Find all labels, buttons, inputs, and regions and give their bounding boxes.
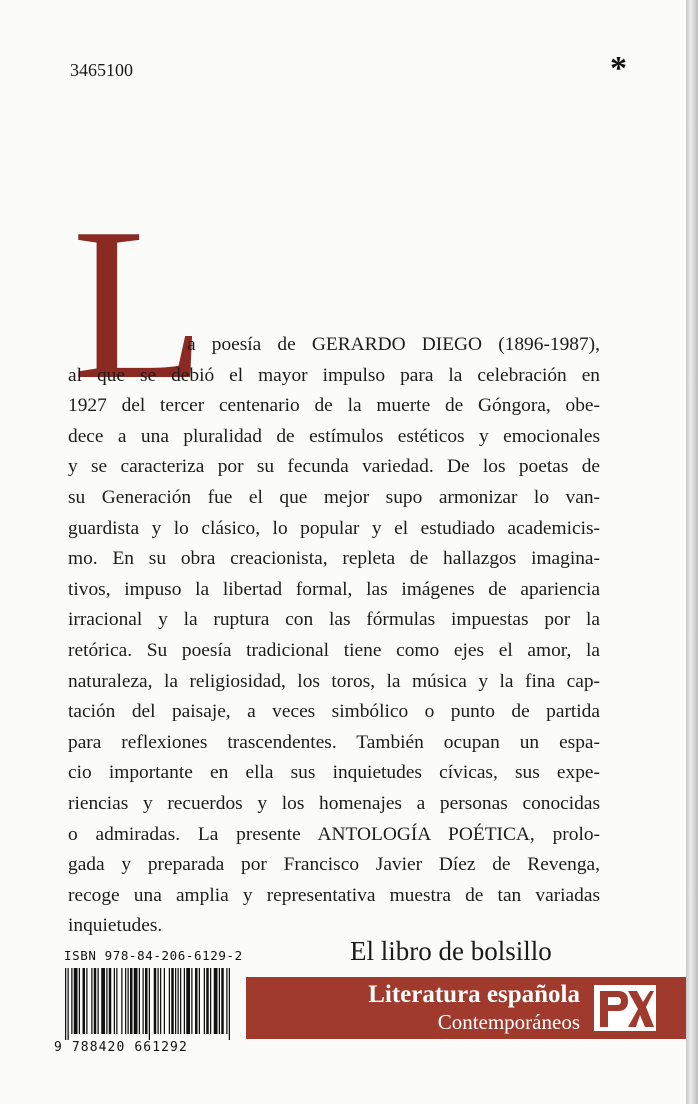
catalog-code: 3465100 <box>70 60 133 80</box>
barcode-bars <box>64 968 232 1040</box>
barcode-bar <box>171 968 174 1034</box>
barcode-bar <box>65 968 66 1040</box>
drop-cap: L <box>72 184 206 425</box>
barcode-bar <box>149 968 150 1040</box>
barcode-bar <box>114 968 115 1034</box>
page-edge <box>686 0 698 1104</box>
barcode-bar <box>94 968 97 1034</box>
barcode-bar <box>91 968 92 1034</box>
collection-title: Literatura española <box>368 981 580 1008</box>
barcode-bar <box>158 968 159 1034</box>
barcode-bar <box>204 968 205 1034</box>
blurb-line: al que se debió el mayor impulso para la celebración en <box>68 364 600 386</box>
barcode-bar <box>169 968 170 1034</box>
barcode-bar <box>219 968 220 1034</box>
barcode-bar <box>184 968 185 1034</box>
barcode-bar <box>101 968 105 1034</box>
barcode-bar <box>164 968 165 1034</box>
barcode-bar <box>221 968 224 1034</box>
blurb-line: su Generación fue el que mejor supo armonizar lo van- <box>68 486 600 508</box>
barcode-bar <box>160 968 161 1034</box>
blurb-line: guardista y lo clásico, lo popular y el estudiado academicis- <box>68 517 600 539</box>
barcode-bar <box>226 968 227 1034</box>
publisher-logo-icon <box>594 985 656 1031</box>
barcode-bar <box>71 968 72 1034</box>
barcode-bar <box>154 968 157 1034</box>
barcode-bar <box>210 968 211 1034</box>
barcode-digits: 9 788420 661292 <box>54 1040 188 1055</box>
blurb-line: riencias y recuerdos y los homenajes a personas conocidas <box>68 792 600 814</box>
barcode-bar <box>68 968 69 1040</box>
blurb-line: para reflexiones trascendentes. También ocupan un espa- <box>68 731 600 753</box>
blurb-line: mo. En su obra creacionista, repleta de hallazgos imagina- <box>68 548 600 570</box>
barcode-bar <box>106 968 107 1034</box>
collection-band <box>246 977 686 1039</box>
barcode-bar <box>195 968 198 1034</box>
blurb-line: recoge una amplia y representativa muestra de tan variadas <box>68 884 600 906</box>
barcode-bar <box>128 968 129 1034</box>
barcode-bar <box>79 968 80 1034</box>
blurb-line: naturaleza, la religiosidad, los toros, la música y la fina cap- <box>68 670 600 692</box>
barcode-bar <box>199 968 200 1034</box>
blurb-line: o admiradas. La presente ANTOLOGÍA POÉTICA, prolo- <box>68 823 600 845</box>
barcode-bar <box>109 968 112 1034</box>
blurb-line: 1927 del tercer centenario de la muerte de Góngora, obe- <box>68 395 600 417</box>
blurb-line: irracional y la ruptura con las fórmulas impuestas por la <box>68 609 600 631</box>
barcode-bar <box>139 968 140 1034</box>
blurb-line: a poesía de GERARDO DIEGO (1896-1987), <box>187 334 600 355</box>
barcode-bar <box>86 968 87 1034</box>
blurb-line: retórica. Su poesía tradicional tiene como ejes el amor, la <box>68 639 600 661</box>
barcode-bar <box>74 968 78 1034</box>
barcode-bar <box>186 968 190 1034</box>
collection-subtitle: Contemporáneos <box>437 1010 580 1034</box>
barcode-block <box>54 948 243 1064</box>
barcode-bar <box>134 968 138 1034</box>
barcode-bar <box>214 968 218 1034</box>
barcode-bar <box>175 968 176 1034</box>
barcode-bar <box>206 968 209 1034</box>
blurb-line: cio importante en ella sus inquietudes cívicas, sus expe- <box>68 762 600 784</box>
blurb-line: inquietudes. <box>68 915 163 937</box>
barcode-bar <box>83 968 86 1034</box>
barcode-bar <box>125 968 126 1034</box>
blurb-line: dece a una pluralidad de estímulos estéticos y emocionales <box>68 425 600 447</box>
blurb-line: tivos, impuso la libertad formal, las imágenes de apariencia <box>68 578 600 600</box>
barcode-bar <box>130 968 133 1034</box>
blurb-line: y se caracteriza por su fecunda variedad. De los poetas de <box>68 456 600 478</box>
barcode-bar <box>180 968 181 1034</box>
blurb-line: tación del paisaje, a veces simbólico o punto de partida <box>68 701 600 723</box>
series-title: El libro de bolsillo <box>350 936 552 966</box>
barcode-bar <box>191 968 192 1034</box>
barcode-bar <box>116 968 117 1034</box>
barcode-bar <box>98 968 99 1034</box>
blurb-text <box>68 330 600 942</box>
barcode-bar <box>143 968 144 1034</box>
barcode-bar <box>145 968 148 1034</box>
barcode-bar <box>178 968 179 1034</box>
barcode-bar <box>121 968 122 1034</box>
asterisk-mark: * <box>610 50 627 87</box>
isbn-label: ISBN 978-84-206-6129-2 <box>64 948 243 963</box>
barcode-bar <box>229 968 230 1040</box>
blurb-line: gada y preparada por Francisco Javier Díez de Revenga, <box>68 854 600 876</box>
